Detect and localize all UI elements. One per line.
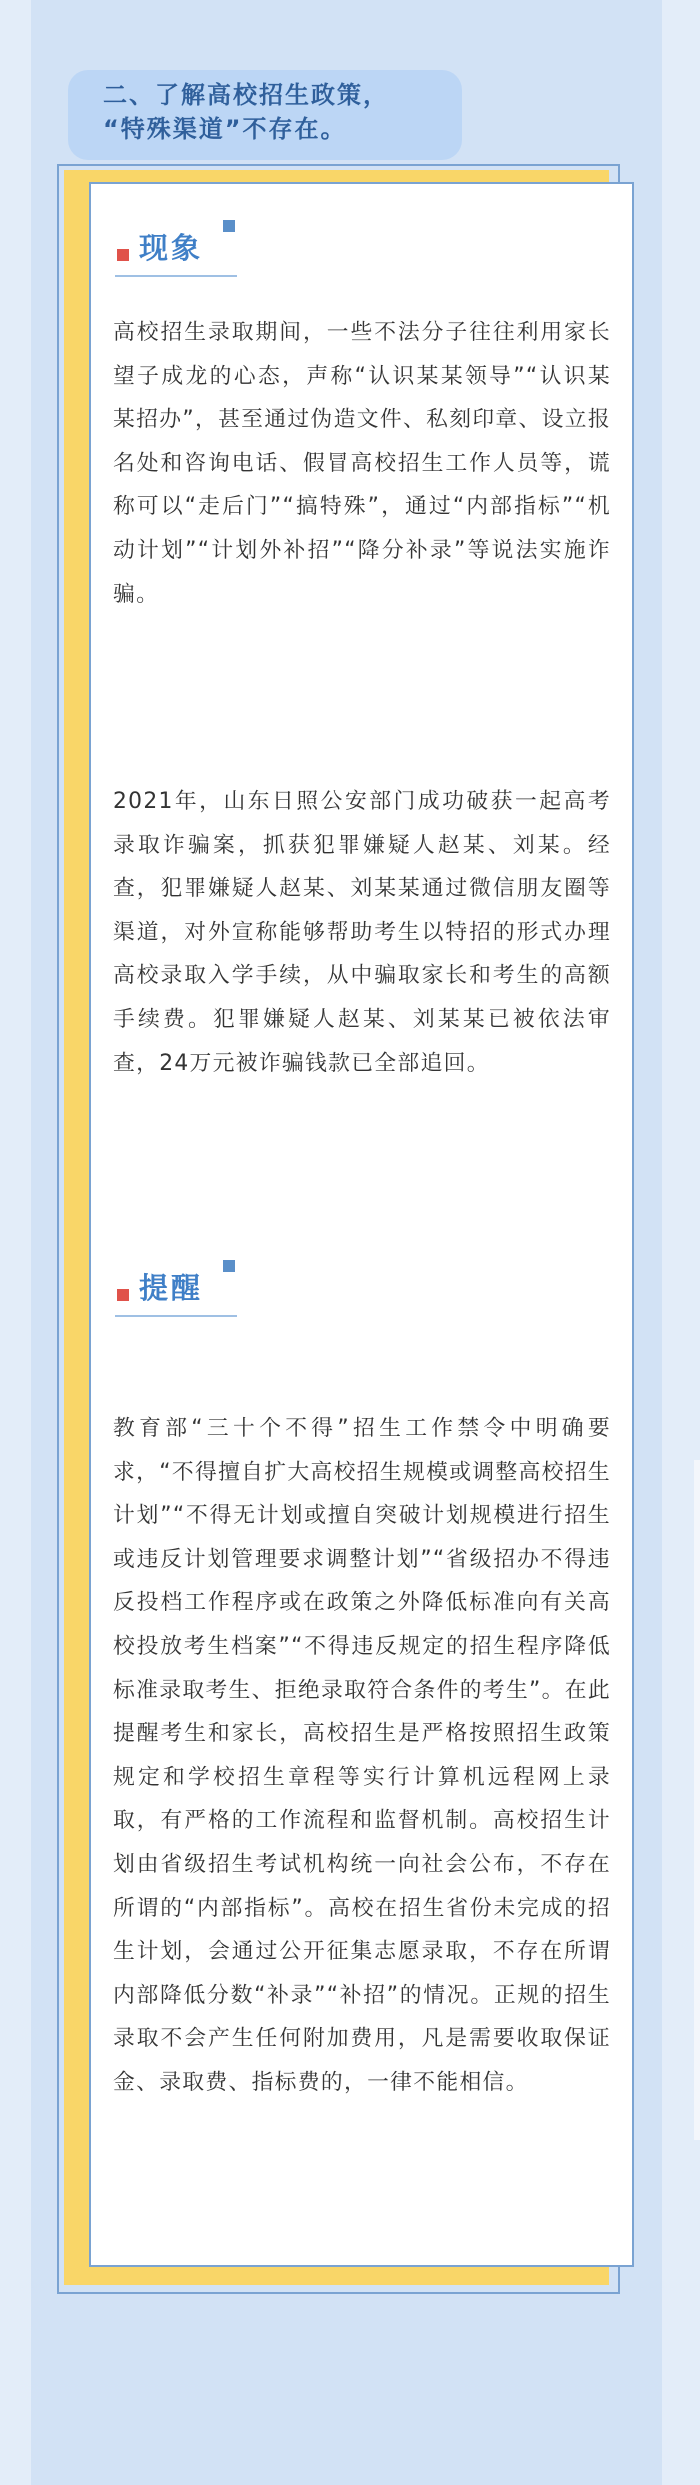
phenomenon-heading-text: 现象 (139, 231, 204, 265)
red-square-icon (117, 249, 129, 261)
heading-underline (115, 1315, 237, 1317)
heading-underline (115, 275, 237, 277)
right-edge-strip (694, 1460, 700, 2140)
reminder-paragraph: 教育部“三十个不得”招生工作禁令中明确要求，“不得擅自扩大高校招生规模或调整高校招生计划”“不得无计划或擅自突破计划规模进行招生或违反计划管理要求调整计划”“省级招办不得违反投档工作程序或在政策之外降低标准向有关高校投放考生档案”“不得违反规定的招生程序降低标准录取考生、拒绝录取符合条件的考生”。在此提醒考生和家长，高校招生是严格按照招生政策规定和学校招生章程等实行计算机远程网上录取，有严格的工作流程和监督机制。高校招生计划由省级招生考试机构统一向社会公布，不存在所谓的“内部指标”。高校在招生省份未完成的招生计划，会通过公开征集志愿录取，不存在所谓内部降低分数“补录”“补招”的情况。正规的招生录取不会产生任何附加费用，凡是需要收取保证金、录取费、指标费的，一律不能相信。 (113, 1416, 611, 2095)
blue-square-icon (223, 1260, 235, 1272)
phenomenon-paragraph-1: 高校招生录取期间，一些不法分子往往利用家长望子成龙的心态，声称“认识某某领导”“认识某某招办”，甚至通过伪造文件、私刻印章、设立报名处和咨询电话、假冒高校招生工作人员等，谎称可以“走后门”“搞特殊”，通过“内部指标”“机动计划”“计划外补招”“降分补录”等说法实施诈骗。 (113, 320, 611, 607)
section-title-line-1: 二、了解高校招生政策， (103, 81, 389, 109)
reminder-heading (115, 1260, 245, 1322)
section-title-line-2: “特殊渠道”不存在。 (103, 115, 347, 143)
section-title-banner (68, 70, 462, 160)
phenomenon-heading (115, 220, 245, 282)
blue-square-icon (223, 220, 235, 232)
reminder-heading-text: 提醒 (139, 1271, 204, 1305)
phenomenon-paragraph-2: 2021年，山东日照公安部门成功破获一起高考录取诈骗案，抓获犯罪嫌疑人赵某、刘某。经查，犯罪嫌疑人赵某、刘某某通过微信朋友圈等渠道，对外宣称能够帮助考生以特招的形式办理高校录取入学手续，从中骗取家长和考生的高额手续费。犯罪嫌疑人赵某、刘某某已被依法审查，24万元被诈骗钱款已全部追回。 (113, 789, 611, 1076)
red-square-icon (117, 1289, 129, 1301)
